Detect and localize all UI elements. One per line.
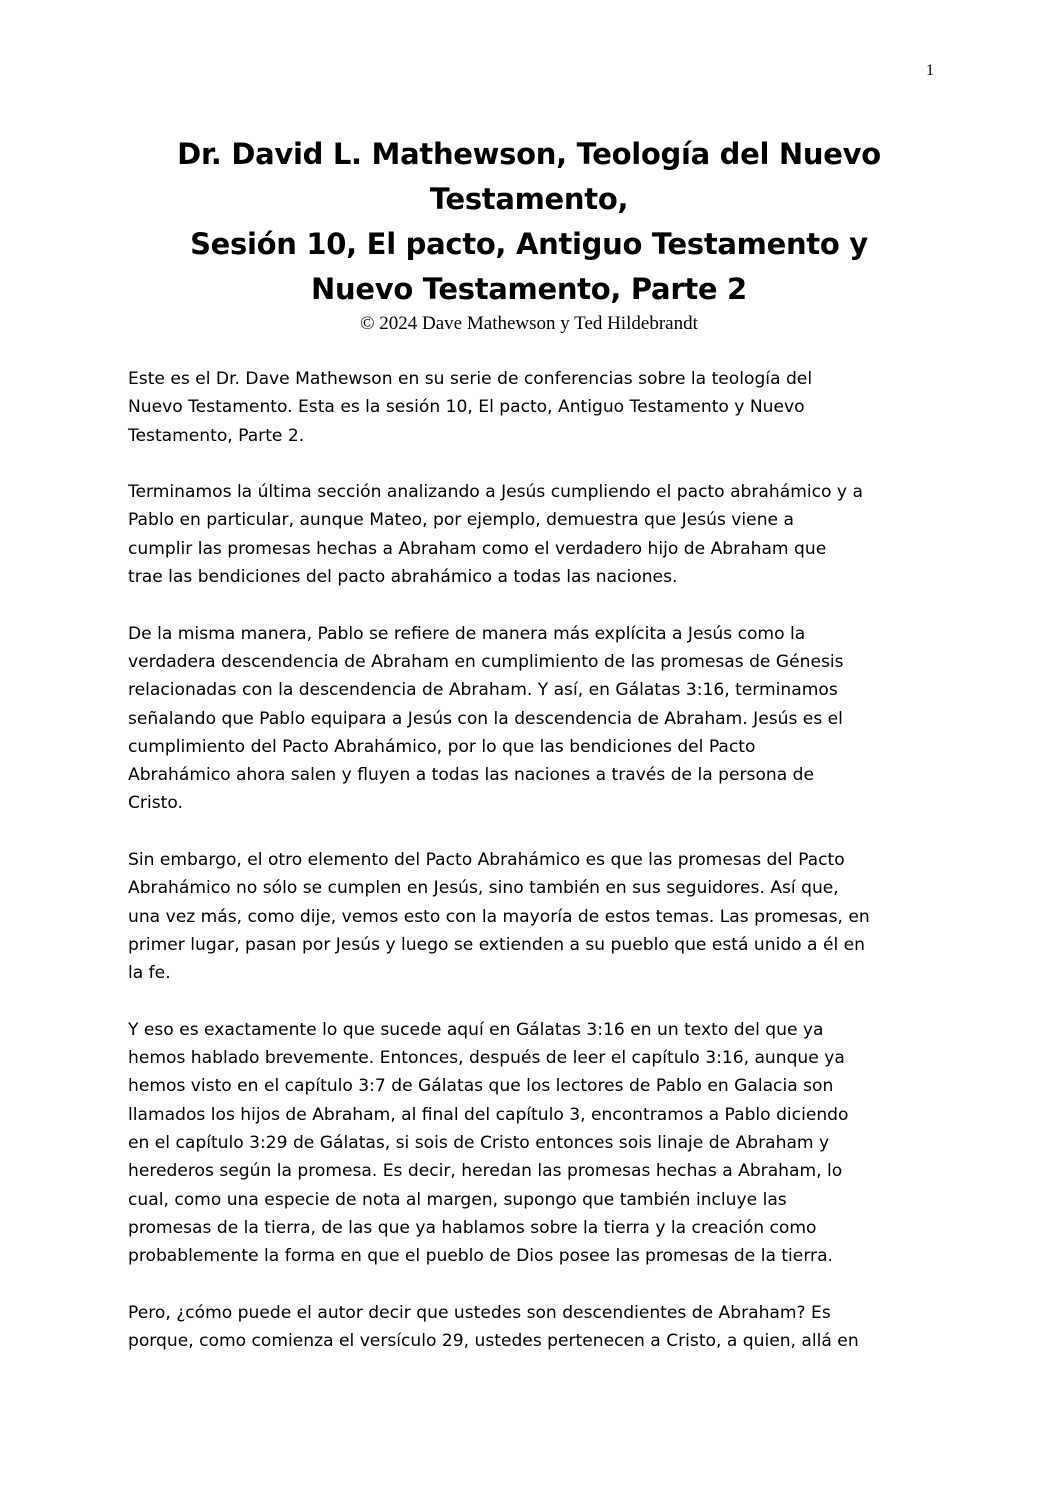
text-line: la fe. bbox=[128, 963, 171, 984]
text-line: cual, como una especie de nota al margen, supongo que también incluye las bbox=[128, 1189, 787, 1210]
text-line: llamados los hijos de Abraham, al final del capítulo 3, encontramos a Pablo diciendo bbox=[128, 1104, 849, 1125]
document-header bbox=[110, 132, 948, 336]
text-line: porque, como comienza el versículo 29, ustedes pertenecen a Cristo, a quien, allá en bbox=[128, 1331, 859, 1352]
text-line: De la misma manera, Pablo se refiere de manera más explícita a Jesús como la bbox=[128, 623, 806, 644]
page-number: 1 bbox=[926, 62, 934, 79]
text-line: señalando que Pablo equipara a Jesús con la descendencia de Abraham. Jesús es el bbox=[128, 708, 843, 729]
title-line: Dr. David L. Mathewson, Teología del Nuevo bbox=[177, 137, 881, 171]
text-line: probablemente la forma en que el pueblo de Dios posee las promesas de la tierra. bbox=[128, 1246, 833, 1267]
text-line: una vez más, como dije, vemos esto con la mayoría de estos temas. Las promesas, en bbox=[128, 906, 870, 927]
text-line: trae las bendiciones del pacto abrahámico a todas las naciones. bbox=[128, 567, 678, 588]
text-line: Pablo en particular, aunque Mateo, por ejemplo, demuestra que Jesús viene a bbox=[128, 510, 794, 531]
text-line: Testamento, Parte 2. bbox=[128, 425, 305, 446]
text-line: Este es el Dr. Dave Mathewson en su serie de conferencias sobre la teología del bbox=[128, 369, 813, 389]
paragraph bbox=[128, 1016, 936, 1271]
paragraph bbox=[128, 1299, 936, 1356]
text-line: Y eso es exactamente lo que sucede aquí en Gálatas 3:16 en un texto del que ya bbox=[128, 1019, 824, 1040]
paragraph bbox=[128, 620, 936, 818]
text-line: cumplimiento del Pacto Abrahámico, por lo que las bendiciones del Pacto bbox=[128, 736, 756, 757]
text-line: Sin embargo, el otro elemento del Pacto Abrahámico es que las promesas del Pacto bbox=[128, 850, 845, 871]
paragraph bbox=[128, 846, 936, 987]
text-line: en el capítulo 3:29 de Gálatas, si sois de Cristo entonces sois linaje de Abraham y bbox=[128, 1133, 830, 1154]
paragraph bbox=[128, 478, 936, 591]
text-line: relacionadas con la descendencia de Abraham. Y así, en Gálatas 3:16, terminamos bbox=[128, 680, 838, 701]
paragraph bbox=[128, 365, 936, 450]
title-line: Sesión 10, El pacto, Antiguo Testamento y bbox=[190, 227, 868, 261]
text-line: Nuevo Testamento. Esta es la sesión 10, El pacto, Antiguo Testamento y Nuevo bbox=[128, 397, 805, 418]
title-line: Testamento, bbox=[429, 182, 629, 216]
text-line: Pero, ¿cómo puede el autor decir que ustedes son descendientes de Abraham? Es bbox=[128, 1302, 831, 1323]
text-line: Terminamos la última sección analizando a Jesús cumpliendo el pacto abrahámico y a bbox=[128, 482, 863, 503]
text-line: herederos según la promesa. Es decir, heredan las promesas hechas a Abraham, lo bbox=[128, 1161, 843, 1182]
text-line: primer lugar, pasan por Jesús y luego se extienden a su pueblo que está unido a él en bbox=[128, 934, 866, 955]
text-line: hemos hablado brevemente. Entonces, después de leer el capítulo 3:16, aunque ya bbox=[128, 1048, 845, 1069]
text-line: cumplir las promesas hechas a Abraham como el verdadero hijo de Abraham que bbox=[128, 538, 827, 559]
text-line: Cristo. bbox=[128, 793, 183, 814]
text-line: hemos visto en el capítulo 3:7 de Gálatas que los lectores de Pablo en Galacia son bbox=[128, 1076, 834, 1097]
text-line: promesas de la tierra, de las que ya hablamos sobre la tierra y la creación como bbox=[128, 1217, 817, 1238]
title-line: Nuevo Testamento, Parte 2 bbox=[311, 272, 747, 306]
document-body bbox=[128, 365, 936, 1384]
text-line: verdadera descendencia de Abraham en cumplimiento de las promesas de Génesis bbox=[128, 651, 844, 672]
copyright-notice: © 2024 Dave Mathewson y Ted Hildebrandt bbox=[360, 313, 698, 334]
text-line: Abrahámico ahora salen y fluyen a todas las naciones a través de la persona de bbox=[128, 765, 815, 786]
text-line: Abrahámico no sólo se cumplen en Jesús, sino también en sus seguidores. Así que, bbox=[128, 878, 839, 899]
